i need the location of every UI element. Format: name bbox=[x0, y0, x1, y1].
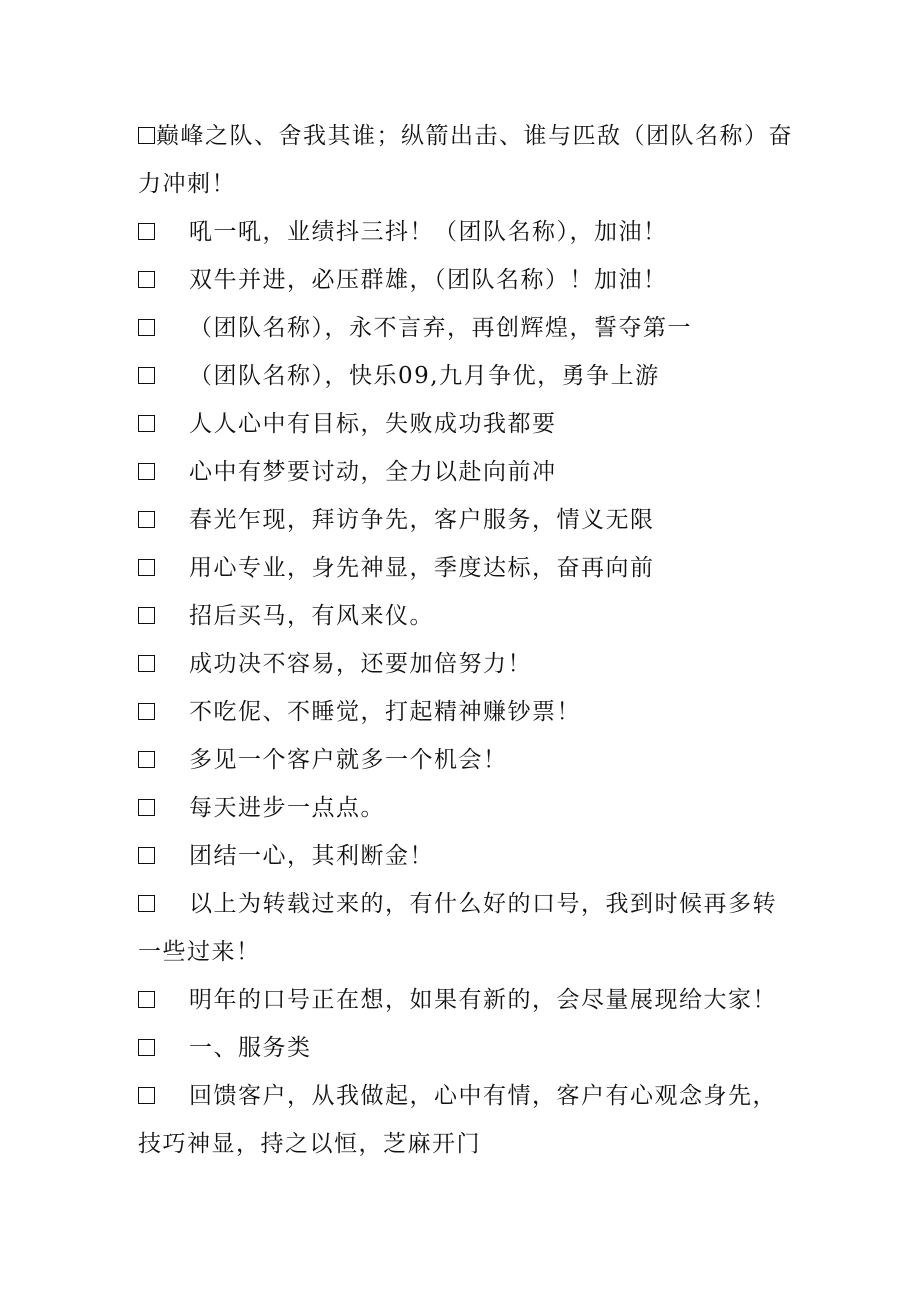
checkbox-icon bbox=[138, 991, 155, 1008]
checkbox-icon bbox=[138, 847, 155, 864]
list-item bbox=[138, 112, 798, 208]
list-item bbox=[138, 256, 798, 304]
checkbox-icon bbox=[138, 463, 155, 480]
list-item-text: 用心专业，身先神显，季度达标，奋再向前 bbox=[189, 555, 655, 581]
list-item-text: 巅峰之队、舍我其谁；纵箭出击、谁与匹敌（团队名称）奋力冲刺！ bbox=[138, 123, 793, 197]
list-item-text: 春光乍现，拜访争先，客户服务，情义无限 bbox=[189, 507, 655, 533]
checkbox-icon bbox=[138, 367, 155, 384]
list-item-text: 一、服务类 bbox=[189, 1035, 312, 1061]
list-item-text: 双牛并进，必压群雄，（团队名称）！加油！ bbox=[189, 267, 668, 293]
list-item bbox=[138, 880, 798, 976]
list-item-text: （团队名称），快乐09,九月争优，勇争上游 bbox=[189, 363, 660, 389]
checkbox-icon bbox=[138, 895, 155, 912]
list-item-text: 团结一心，其利断金！ bbox=[189, 843, 434, 869]
list-item-text: 招后买马，有风来仪。 bbox=[189, 603, 434, 629]
checkbox-icon bbox=[138, 319, 155, 336]
checkbox-icon bbox=[138, 655, 155, 672]
list-item-text: 每天进步一点点。 bbox=[189, 795, 385, 821]
list-item-text: 成功决不容易，还要加倍努力！ bbox=[189, 651, 532, 677]
list-item bbox=[138, 544, 798, 592]
checkbox-icon bbox=[138, 751, 155, 768]
list-item bbox=[138, 736, 798, 784]
list-item-text: 不吃伲、不睡觉，打起精神赚钞票！ bbox=[189, 699, 581, 725]
list-item bbox=[138, 1072, 798, 1168]
list-item bbox=[138, 592, 798, 640]
checkbox-icon bbox=[138, 415, 155, 432]
list-item bbox=[138, 208, 798, 256]
list-item-text: 心中有梦要讨动，全力以赴向前冲 bbox=[189, 459, 557, 485]
list-item-text: 吼一吼，业绩抖三抖！（团队名称），加油！ bbox=[189, 219, 668, 245]
checkbox-icon bbox=[138, 223, 155, 240]
checkbox-icon bbox=[138, 607, 155, 624]
list-item bbox=[138, 352, 798, 400]
list-item-text: 以上为转载过来的，有什么好的口号，我到时候再多转一些过来！ bbox=[138, 891, 777, 965]
checkbox-icon bbox=[138, 559, 155, 576]
slogan-list bbox=[138, 112, 798, 1168]
list-item-text: 人人心中有目标，失败成功我都要 bbox=[189, 411, 557, 437]
list-item bbox=[138, 448, 798, 496]
checkbox-icon bbox=[138, 1039, 155, 1056]
list-item-text: 明年的口号正在想，如果有新的，会尽量展现给大家！ bbox=[189, 987, 777, 1013]
list-item bbox=[138, 1024, 798, 1072]
checkbox-icon bbox=[138, 799, 155, 816]
list-item bbox=[138, 976, 798, 1024]
checkbox-icon bbox=[138, 511, 155, 528]
checkbox-icon bbox=[138, 703, 155, 720]
list-item bbox=[138, 784, 798, 832]
list-item bbox=[138, 832, 798, 880]
list-item-text: 回馈客户，从我做起，心中有情，客户有心观念身先，技巧神显，持之以恒，芝麻开门 bbox=[138, 1083, 777, 1157]
list-item bbox=[138, 304, 798, 352]
list-item bbox=[138, 688, 798, 736]
checkbox-icon bbox=[138, 271, 155, 288]
list-item-text: 多见一个客户就多一个机会！ bbox=[189, 747, 508, 773]
checkbox-icon bbox=[138, 127, 155, 144]
list-item bbox=[138, 640, 798, 688]
list-item bbox=[138, 496, 798, 544]
list-item-text: （团队名称），永不言弃，再创辉煌，誓夺第一 bbox=[189, 315, 692, 341]
checkbox-icon bbox=[138, 1087, 155, 1104]
list-item bbox=[138, 400, 798, 448]
